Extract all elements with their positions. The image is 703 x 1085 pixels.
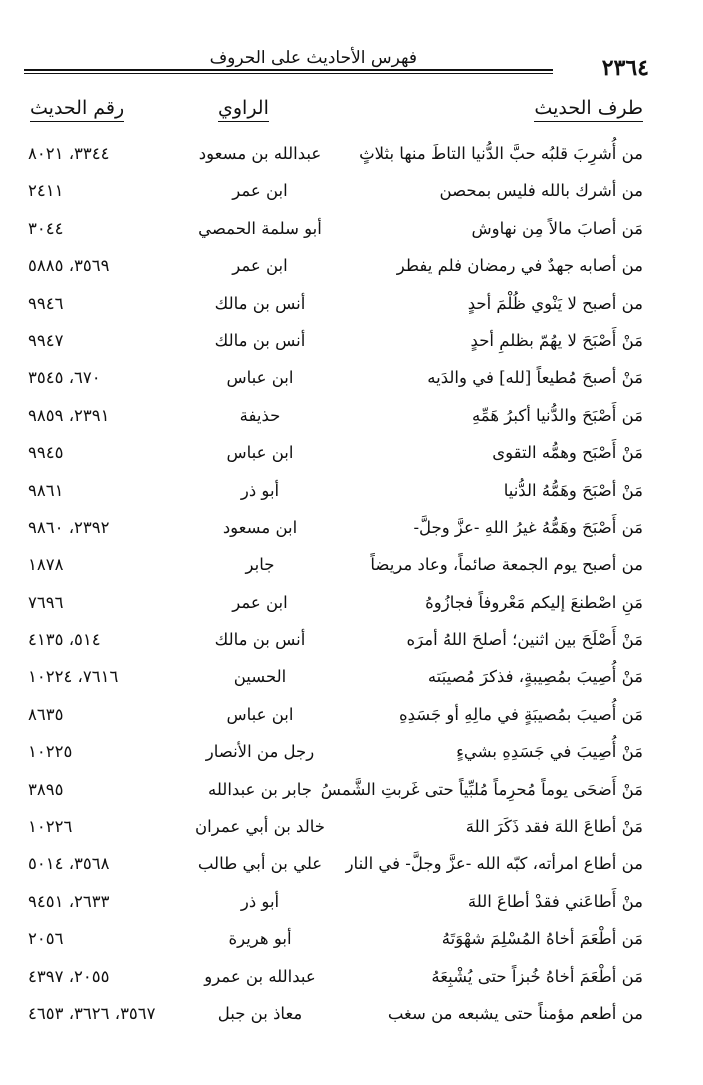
narrator-name: ابن مسعود xyxy=(222,517,298,537)
narrator-name: علي بن أبي طالب xyxy=(197,854,323,874)
hadith-number: ٣٣٤٤، ٨٠٢١ xyxy=(28,144,110,163)
hadith-text: من أطاع امرأته، كبّه الله -عزَّ وجلَّ- في النار xyxy=(345,854,643,874)
table-row xyxy=(0,477,703,514)
table-row xyxy=(0,327,703,364)
hadith-number: ٧٦١٦، ١٠٢٢٤ xyxy=(28,667,119,687)
narrator-name: ابن عمر xyxy=(232,256,288,276)
table-row xyxy=(0,850,703,887)
hadith-number: ١٠٢٢٥ xyxy=(28,742,73,762)
narrator-name: خالد بن أبي عمران xyxy=(195,817,325,837)
hadith-text: مَنْ أَصْبَحَ لا يهُمّ بظلمِ أحدٍ xyxy=(470,330,643,350)
hadith-number: ٣٥٦٧، ٣٦٢٦، ٤٦٥٣ xyxy=(28,1003,156,1023)
narrator-name: ابن عباس xyxy=(226,443,294,463)
hadith-number: ٣٨٩٥ xyxy=(28,779,64,799)
hadith-text: مَنْ أُصِيبَ في جَسَدِهِ بشيءٍ xyxy=(456,742,643,762)
hadith-number: ٢٣٩٢، ٩٨٦٠ xyxy=(28,517,110,537)
running-title: فهرس الأحاديث على الحروف xyxy=(209,48,417,68)
hadith-number: ٨٦٣٥ xyxy=(28,704,64,724)
running-header xyxy=(24,46,649,80)
column-header-narrator: الراوي xyxy=(218,96,269,122)
table-row xyxy=(0,813,703,850)
table-row xyxy=(0,252,703,289)
narrator-name: حذيفة xyxy=(239,405,281,425)
hadith-text: مَن أُصيبَ بمُصيبَةٍ في مالِهِ أو جَسَدِهِ xyxy=(398,704,643,724)
hadith-text: من أطعم مؤمناً حتى يشبعه من سغب xyxy=(387,1003,643,1023)
hadith-number: ٢٤١١ xyxy=(28,181,64,201)
hadith-number: ٣٥٦٩، ٥٨٨٥ xyxy=(28,256,110,276)
column-headers xyxy=(0,96,703,126)
hadith-text: مَن أَصْبَحَ وهَمُّهُ غيرُ اللهِ -عزَّ وجلَّ- xyxy=(413,517,643,537)
narrator-name: معاذ بن جبل xyxy=(217,1003,303,1023)
table-row xyxy=(0,776,703,813)
table-row xyxy=(0,290,703,327)
table-row xyxy=(0,402,703,439)
header-rule-thin xyxy=(24,73,553,74)
column-header-number: رقم الحديث xyxy=(30,96,124,122)
hadith-number: ١٨٧٨ xyxy=(28,555,64,575)
narrator-name: أنس بن مالك xyxy=(214,293,306,313)
hadith-text: من أصبح يوم الجمعة صائماً، وعاد مريضاً xyxy=(370,555,643,575)
hadith-text: مَنْ أطاعَ اللهَ فقد ذَكَرَ اللهَ xyxy=(465,817,643,837)
narrator-name: عبدالله بن مسعود xyxy=(198,144,322,163)
table-row xyxy=(0,439,703,476)
hadith-number: ٩٩٤٥ xyxy=(28,443,64,463)
page-number: ٢٣٦٤ xyxy=(601,55,649,81)
narrator-name: أبو ذر xyxy=(240,480,280,500)
hadith-text: مَنْ أَصْبَح وهمُّه التقوى xyxy=(492,443,643,463)
hadith-number: ٥١٤، ٤١٣٥ xyxy=(28,630,101,650)
narrator-name: عبدالله بن عمرو xyxy=(204,966,316,986)
hadith-number: ٢٠٥٥، ٤٣٩٧ xyxy=(28,966,110,986)
hadith-text: مَن أصابَ مالاً مِن نهاوش xyxy=(471,218,643,238)
hadith-text: منْ أَطاعَني فقدْ أطاعَ اللهَ xyxy=(467,891,643,911)
table-row xyxy=(0,888,703,925)
table-row xyxy=(0,925,703,962)
table-row xyxy=(0,514,703,551)
header-rule xyxy=(24,69,553,71)
narrator-name: رجل من الأنصار xyxy=(205,742,315,762)
hadith-index-table xyxy=(0,140,703,1037)
table-row xyxy=(0,551,703,588)
narrator-name: ابن عباس xyxy=(226,368,294,388)
column-header-hadith: طرف الحديث xyxy=(534,96,643,122)
hadith-number: ٢٣٩١، ٩٨٥٩ xyxy=(28,405,110,425)
table-row xyxy=(0,177,703,214)
table-row xyxy=(0,215,703,252)
table-row xyxy=(0,701,703,738)
hadith-text: مَنْ أَصْلَحَ بين اثنين؛ أصلحَ اللهُ أمرَه xyxy=(406,630,643,650)
table-row xyxy=(0,738,703,775)
narrator-name: أنس بن مالك xyxy=(214,630,306,650)
narrator-name: الحسين xyxy=(233,667,287,687)
hadith-text: من أشرك بالله فليس بمحصن xyxy=(439,181,643,201)
table-row xyxy=(0,140,703,177)
narrator-name: أبو هريرة xyxy=(228,929,292,949)
table-row xyxy=(0,626,703,663)
hadith-number: ٣٠٤٤ xyxy=(28,218,64,238)
narrator-name: أنس بن مالك xyxy=(214,330,306,350)
narrator-name: أبو سلمة الحمصي xyxy=(198,218,322,238)
hadith-number: ٩٩٤٦ xyxy=(28,293,64,313)
hadith-text: مَنِ اصْطنعَ إليكم مَعْروفاً فجازُوهُ xyxy=(425,592,643,612)
table-row xyxy=(0,589,703,626)
hadith-text: مَنْ أصبحَ مُطيعاً [لله] في والدَيه xyxy=(427,368,643,388)
table-row xyxy=(0,364,703,401)
narrator-name: أبو ذر xyxy=(240,891,280,911)
hadith-text: من أُشرِبَ قلبُه حبَّ الدُّنيا التاطَ منها بثلاثٍ xyxy=(359,144,643,163)
narrator-name: ابن عمر xyxy=(232,592,288,612)
hadith-number: ٢٠٥٦ xyxy=(28,929,64,949)
hadith-text: مَنْ أُصِيبَ بمُصِيبةٍ، فذكرَ مُصيبَته xyxy=(427,667,643,687)
hadith-number: ٧٦٩٦ xyxy=(28,592,64,612)
table-row xyxy=(0,1000,703,1037)
hadith-text: مَن أَصْبَحَ والدُّنيا أكبرُ هَمِّهِ xyxy=(471,405,643,425)
narrator-name: ابن عباس xyxy=(226,704,294,724)
hadith-number: ٦٧٠، ٣٥٤٥ xyxy=(28,368,101,388)
table-row xyxy=(0,963,703,1000)
hadith-number: ٩٩٤٧ xyxy=(28,330,64,350)
hadith-number: ١٠٢٢٦ xyxy=(28,817,73,837)
hadith-text: مَنْ أصْبَحَ وهَمُّهُ الدُّنيا xyxy=(503,480,643,500)
hadith-text: مَنْ أَضحَى يوماً مُحرِماً مُلبِّياً حتى غَربتِ الشَّمسُ xyxy=(320,779,643,799)
hadith-text: من أصبح لا يَنْوي ظُلْمَ أحدٍ xyxy=(467,293,643,313)
table-row xyxy=(0,663,703,700)
hadith-text: مَن أطْعَمَ أخاهُ خُبزاً حتى يُشْبِعَهُ xyxy=(431,966,643,986)
narrator-name: ابن عمر xyxy=(232,181,288,201)
hadith-text: من أصابه جهدٌ في رمضان فلم يفطر xyxy=(396,256,643,276)
hadith-text: مَن أطْعَمَ أخاهُ المُسْلِمَ شهْوَتَهُ xyxy=(441,929,643,949)
narrator-name: جابر بن عبدالله xyxy=(208,779,312,799)
narrator-name: جابر xyxy=(245,555,275,575)
hadith-number: ٢٦٣٣، ٩٤٥١ xyxy=(28,891,110,911)
hadith-number: ٩٨٦١ xyxy=(28,480,64,500)
hadith-number: ٣٥٦٨، ٥٠١٤ xyxy=(28,854,110,874)
